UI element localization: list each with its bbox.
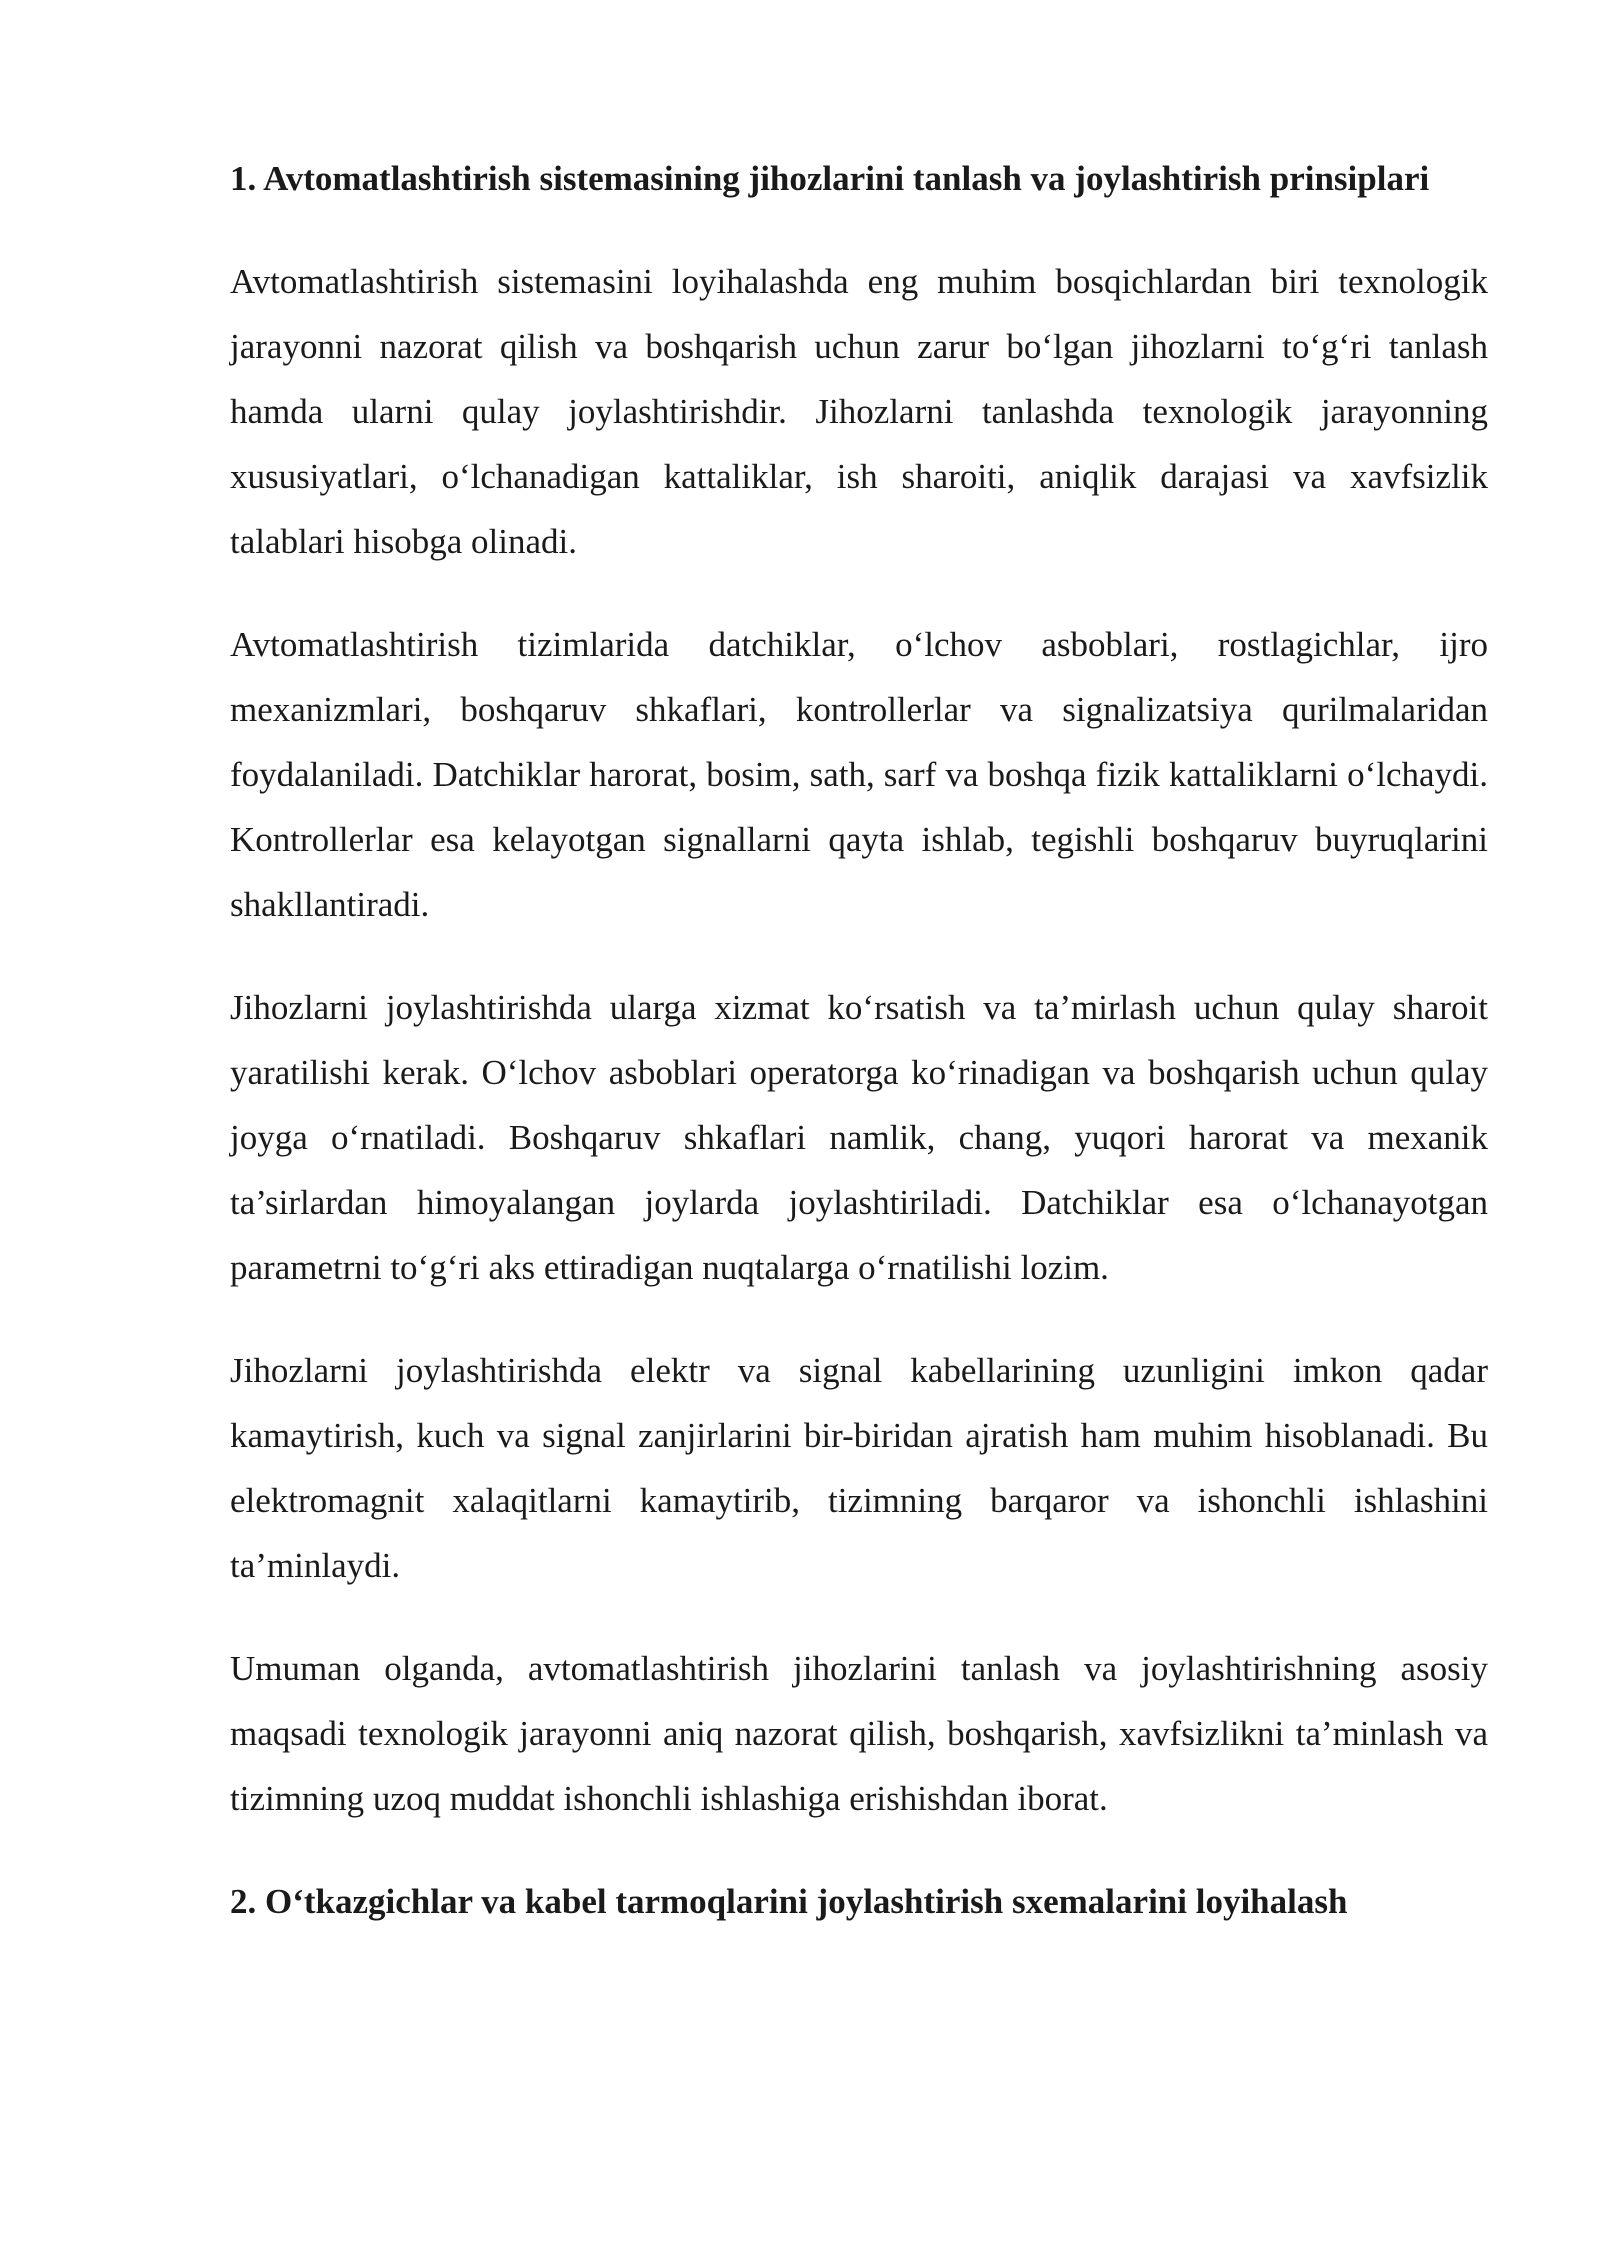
section-heading-1: 1. Avtomatlashtirish sistemasining jihozlarini tanlash va joylashtirish prinsiplari <box>230 159 1430 198</box>
paragraph-2: Avtomatlashtirish tizimlarida datchiklar, o‘lchov asboblari, rostlagichlar, ijro mexanizmlari, boshqaruv shkaflari, kontrollerlar va signalizatsiya qurilmalaridan foydalaniladi. Datchiklar harorat, bosim, sath, sarf va boshqa fizik kattaliklarni o‘lchaydi. Kontrollerlar esa kelayotgan signallarni qayta ishlab, tegishli boshqaruv buyruqlarini shakllantiradi. <box>230 625 1488 924</box>
paragraph-1: Avtomatlashtirish sistemasini loyihalashda eng muhim bosqichlardan biri texnologik jarayonni nazorat qilish va boshqarish uchun zarur bo‘lgan jihozlarni to‘g‘ri tanlash hamda ularni qulay joylashtirishdir. Jihozlarni tanlashda texnologik jarayonning xususiyatlari, o‘lchanadigan kattaliklar, ish sharoiti, aniqlik darajasi va xavfsizlik talablari hisobga olinadi. <box>230 262 1488 561</box>
section-heading-2: 2. O‘tkazgichlar va kabel tarmoqlarini joylashtirish sxemalarini loyihalash <box>230 1882 1348 1921</box>
document-page <box>230 146 1488 1934</box>
paragraph-4: Jihozlarni joylashtirishda elektr va signal kabellarining uzunligini imkon qadar kamaytirish, kuch va signal zanjirlarini bir-biridan ajratish ham muhim hisoblanadi. Bu elektromagnit xalaqitlarni kamaytirib, tizimning barqaror va ishonchli ishlashini ta’minlaydi. <box>230 1351 1488 1585</box>
paragraph-3: Jihozlarni joylashtirishda ularga xizmat ko‘rsatish va ta’mirlash uchun qulay sharoit yaratilishi kerak. O‘lchov asboblari operatorga ko‘rinadigan va boshqarish uchun qulay joyga o‘rnatiladi. Boshqaruv shkaflari namlik, chang, yuqori harorat va mexanik ta’sirlardan himoyalangan joylarda joylashtiriladi. Datchiklar esa o‘lchanayotgan parametrni to‘g‘ri aks ettiradigan nuqtalarga o‘rnatilishi lozim. <box>230 988 1488 1287</box>
paragraph-5: Umuman olganda, avtomatlashtirish jihozlarini tanlash va joylashtirishning asosiy maqsadi texnologik jarayonni aniq nazorat qilish, boshqarish, xavfsizlikni ta’minlash va tizimning uzoq muddat ishonchli ishlashiga erishishdan iborat. <box>230 1649 1488 1818</box>
